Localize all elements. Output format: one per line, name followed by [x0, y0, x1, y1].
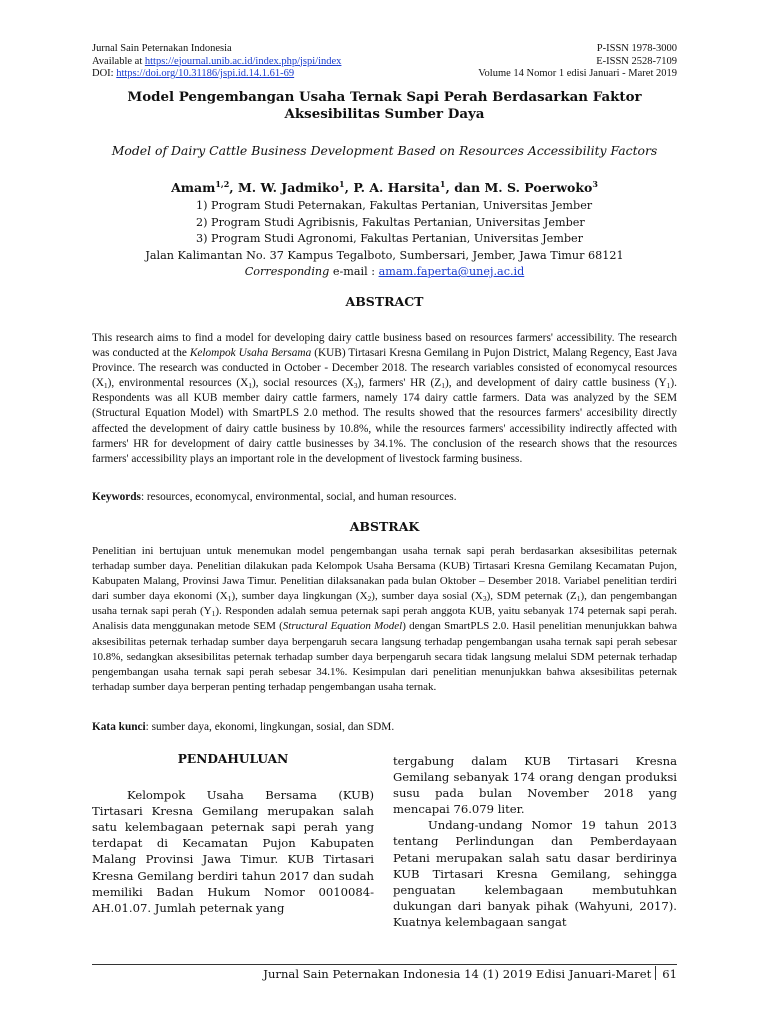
- footer-journal: Jurnal Sain Peternakan Indonesia 14 (1) 2019 Edisi Januari-Maret: [263, 967, 652, 981]
- abstract-heading: ABSTRACT: [345, 294, 424, 309]
- keywords: [92, 490, 677, 505]
- author-name: , M. W. Jadmiko: [229, 180, 340, 196]
- abstrak-text: ), dan pengembangan usaha ternak sapi perah (Y: [92, 590, 678, 618]
- subscript: 1: [576, 594, 581, 604]
- subscript: 2: [367, 594, 372, 604]
- journal-header: [92, 43, 677, 81]
- right-column-text: tergabung dalam KUB Tirtasari Kresna Gemilang sebanyak 174 orang dengan produksi susu pada bulan November 2018 yang mencapai 76.079 liter.: [393, 754, 677, 817]
- abstract-text: ), farmers' HR (Z: [357, 377, 442, 390]
- email-label: e-mail :: [329, 265, 379, 278]
- journal-url-link[interactable]: https://ejournal.unib.ac.id/index.php/jspi/index: [144, 55, 342, 67]
- abstrak-body: [92, 544, 677, 695]
- author-name: , P. A. Harsita: [344, 180, 440, 196]
- corresponding-email-link[interactable]: amam.faperta@unej.ac.id: [378, 265, 525, 278]
- subscript: 1: [441, 381, 445, 391]
- footer-divider: [92, 964, 677, 965]
- kata-kunci: [92, 720, 677, 735]
- volume-info: Volume 14 Nomor 1 edisi Januari - Maret 2019: [478, 68, 677, 79]
- doi-link[interactable]: https://doi.org/10.31186/jspi.id.14.1.61-69: [116, 68, 295, 79]
- subscript: 1: [227, 594, 232, 604]
- author-list: [92, 176, 677, 196]
- keywords-label: Keywords: [92, 491, 141, 503]
- title-line-1: Model Pengembangan Usaha Ternak Sapi Perah Berdasarkan Faktor: [127, 89, 642, 105]
- page-footer: [92, 966, 677, 982]
- author-superscript: 1,2: [215, 179, 230, 189]
- doi-line: [92, 68, 294, 81]
- subscript: 1: [211, 609, 216, 619]
- author-superscript: 1: [439, 179, 446, 189]
- author-name: Amam: [171, 180, 216, 196]
- affiliation-address: Jalan Kalimantan No. 37 Kampus Tegalboto, Sumbersari, Jember, Jawa Timur 68121: [145, 248, 624, 262]
- abstract-text: ), social resources (X: [252, 377, 354, 390]
- abstrak-text: ). Responden adalah semua peternak sapi perah anggota KUB, yaitu sebanyak 174 peternak sapi perah. Analisis data menggunakan metode SEM (: [92, 605, 677, 633]
- abstract-text: This research aims to find a model for developing dairy cattle business based on resources farmers' accessibility. The research was conducted at the: [92, 332, 677, 360]
- abstract-text-italic: Kelompok Usaha Bersama: [189, 347, 312, 360]
- author-superscript: 3: [592, 179, 598, 189]
- corresponding-label: Corresponding: [244, 265, 330, 278]
- available-label: Available at: [92, 55, 145, 67]
- kata-kunci-label: Kata kunci: [92, 721, 146, 733]
- paper-title: [92, 89, 677, 123]
- abstrak-heading: ABSTRAK: [349, 519, 420, 534]
- abstract-text: ), and development of dairy cattle business (Y: [444, 377, 667, 390]
- subscript: 1: [103, 381, 108, 391]
- abstract-text: ). Respondents was all KUB member dairy cattle farmers, namely 174 dairy cattle farmers. Data was analyzed by the SEM (Structural Equation Model) with SmartPLS 2.0 method. The results showed that the resources farmers' accesibility directly affected the development of dairy cattle business by 10.8%, while the resources farmers' accessibility indirectly affected with farmers' HR for development of dairy cattle businesses by 34.1%. The conclusion of the research shows that the resources farmers' accessibility plays an important role in the development of livestock farming business.: [92, 377, 677, 465]
- kata-kunci-text: : sumber daya, ekonomi, lingkungan, sosial, dan SDM.: [145, 721, 395, 733]
- abstrak-text: Penelitian ini bertujuan untuk menemukan model pengembangan usaha ternak sapi perah berdasarkan aksesibilitas peternak terhadap sumber daya. Penelitian dilakukan pada Kelompok Usaha Bersama (KUB) Tirtasari Kresna Gemilang Kecamatan Pujon, Kabupaten Malang, Provinsi Jawa Timur. Penelitian dilaksanakan pada bulan Oktober – Desember 2018. Variabel penelitian terdiri dari sumber daya ekonomi (X: [92, 545, 677, 603]
- affiliations: [92, 198, 677, 281]
- right-column-text: Undang-undang Nomor 19 tahun 2013 tentang Perlindungan dan Pemberdayaan Petani merupakan salah satu dasar berdirinya KUB Tirtasari Kresna Gemilang, sehingga penguatan kelembagaan membutuhkan dukungan dari banyak pihak (Wahyuni, 2017). Kuatnya kelembagaan sangat: [393, 818, 677, 929]
- english-title: Model of Dairy Cattle Business Development Based on Resources Accessibility Factors: [111, 143, 658, 158]
- footer-separator: [655, 966, 656, 980]
- subscript: 3: [353, 381, 358, 391]
- abstrak-text: ), sumber daya lingkungan (X: [231, 590, 368, 603]
- abstrak-text: ), SDM peternak (Z: [486, 590, 577, 603]
- abstract-text: ), environmental resources (X: [107, 377, 249, 390]
- subscript: 1: [248, 381, 253, 391]
- left-column: [92, 751, 374, 916]
- doi-label: DOI:: [92, 68, 117, 79]
- abstract-text: (KUB) Tirtasari Kresna Gemilang in Pujon District, Malang Regency, East Java Province. The research was conducted in October - December 2018. The research variables consisted of economycal resources (X: [92, 347, 678, 390]
- left-column-text: Kelompok Usaha Bersama (KUB) Tirtasari Kresna Gemilang merupakan salah satu kelembagaan peternak sapi perah yang terdapat di Kecamatan Pujon Kabupaten Malang Provinsi Jawa Timur. KUB Tirtasari Kresna Gemilang berdiri tahun 2017 dan sudah memiliki Badan Hukum Nomor 0010084-AH.01.07. Jumlah peternak yang: [92, 788, 374, 915]
- subscript: 1: [666, 381, 671, 391]
- abstrak-text: ), sumber daya sosial (X: [371, 590, 483, 603]
- author-name: , dan M. S. Poerwoko: [445, 180, 593, 196]
- journal-name: Jurnal Sain Peternakan Indonesia: [92, 43, 232, 54]
- affiliation-item: 2) Program Studi Agribisnis, Fakultas Pertanian, Universitas Jember: [196, 215, 585, 229]
- page-number: 61: [662, 967, 677, 981]
- affiliation-item: 3) Program Studi Agronomi, Fakultas Pertanian, Universitas Jember: [196, 232, 583, 245]
- electronic-issn: E-ISSN 2528-7109: [596, 55, 677, 67]
- abstrak-text: ) dengan SmartPLS 2.0. Hasil penelitian menunjukkan bahwa aksesibilitas peternak terhadap sumber daya berpengaruh secara langsung terhadap pengembangan usaha ternak sapi perah sebesar 10.8%, sedangkan aksesibilitas peternak terhadap sumber daya berpengaruh secara tidak langsung melalui SDM peternak terhadap pengembangan usaha ternak sapi perah sebesar 34.1%. Kesimpulan dari penelitian menunjukkan bahwa aksesibilitas peternak terhadap sumber daya berperan penting terhadap pengembangan usaha ternak.: [92, 620, 677, 693]
- print-issn: P-ISSN 1978-3000: [596, 43, 677, 54]
- author-superscript: 1: [339, 179, 345, 189]
- subscript: 3: [482, 594, 487, 604]
- availability-line: [92, 56, 341, 69]
- section-heading-pendahuluan: PENDAHULUAN: [177, 752, 289, 766]
- affiliation-item: 1) Program Studi Peternakan, Fakultas Pertanian, Universitas Jember: [196, 199, 593, 212]
- abstrak-text-italic: Structural Equation Model: [282, 620, 403, 633]
- title-line-2: Aksesibilitas Sumber Daya: [284, 106, 485, 122]
- right-column: [393, 753, 677, 930]
- corresponding-line: [92, 264, 677, 281]
- abstract-body: [92, 331, 677, 467]
- keywords-text: : resources, economycal, environmental, social, and human resources.: [140, 491, 457, 503]
